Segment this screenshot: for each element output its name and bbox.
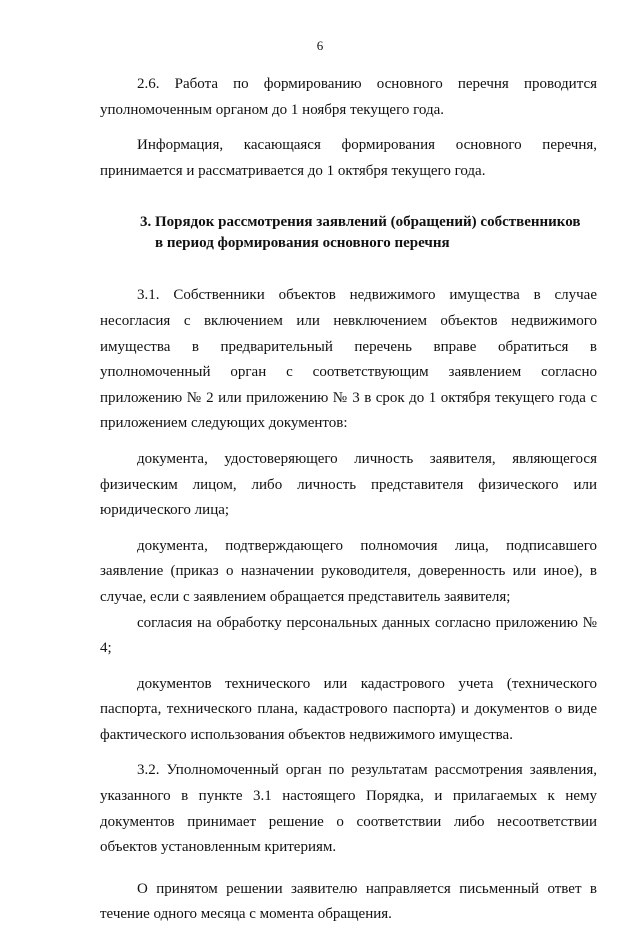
- section-3-heading-line-2: в период формирования основного перечня: [155, 234, 450, 251]
- list-item: документа, удостоверяющего личность заявителя, являющегося физическим лицом, либо личность представителя физического или юридического лица;: [100, 450, 597, 519]
- list-item: документа, подтверждающего полномочия лица, подписавшего заявление (приказ о назначении руководителя, доверенность или иное), в случае, если с заявлением обращается представитель заявителя;: [100, 537, 597, 605]
- paragraph-info: Информация, касающаяся формирования основного перечня, принимается и рассматривается до 1 октября текущего года.: [100, 137, 597, 179]
- paragraph-3-1: 3.1. Собственники объектов недвижимого имущества в случае несогласия с включением или невключением объектов недвижимого имущества в предварительный перечень вправе обратиться в уполномоченный орган с соответствующим заявлением согласно приложению № 2 или приложению № 3 в срок до 1 октября текущего года с приложением следующих документов:: [100, 287, 597, 432]
- paragraph-decision: О принятом решении заявителю направляется письменный ответ в течение одного месяца с момента обращения.: [100, 880, 597, 923]
- list-item: документов технического или кадастрового учета (технического паспорта, технического плана, кадастрового паспорта) и документов о виде фактического использования объектов недвижимого имущества.: [100, 675, 597, 743]
- list-item: согласия на обработку персональных данных согласно приложению № 4;: [100, 614, 597, 657]
- section-3-heading: [100, 212, 597, 253]
- document-body: [100, 72, 597, 928]
- section-3-heading-line-1: 3. Порядок рассмотрения заявлений (обращений) собственников: [140, 214, 581, 231]
- paragraph-3-2: 3.2. Уполномоченный орган по результатам рассмотрения заявления, указанного в пункте 3.1 настоящего Порядка, и прилагаемых к нему документов принимает решение о соответствии либо несоответствии объектов установленным критериям.: [100, 762, 597, 856]
- page-number: 6: [316, 38, 324, 53]
- paragraph-2-6: 2.6. Работа по формированию основного перечня проводится уполномоченным органом до 1 ноября текущего года.: [100, 76, 597, 118]
